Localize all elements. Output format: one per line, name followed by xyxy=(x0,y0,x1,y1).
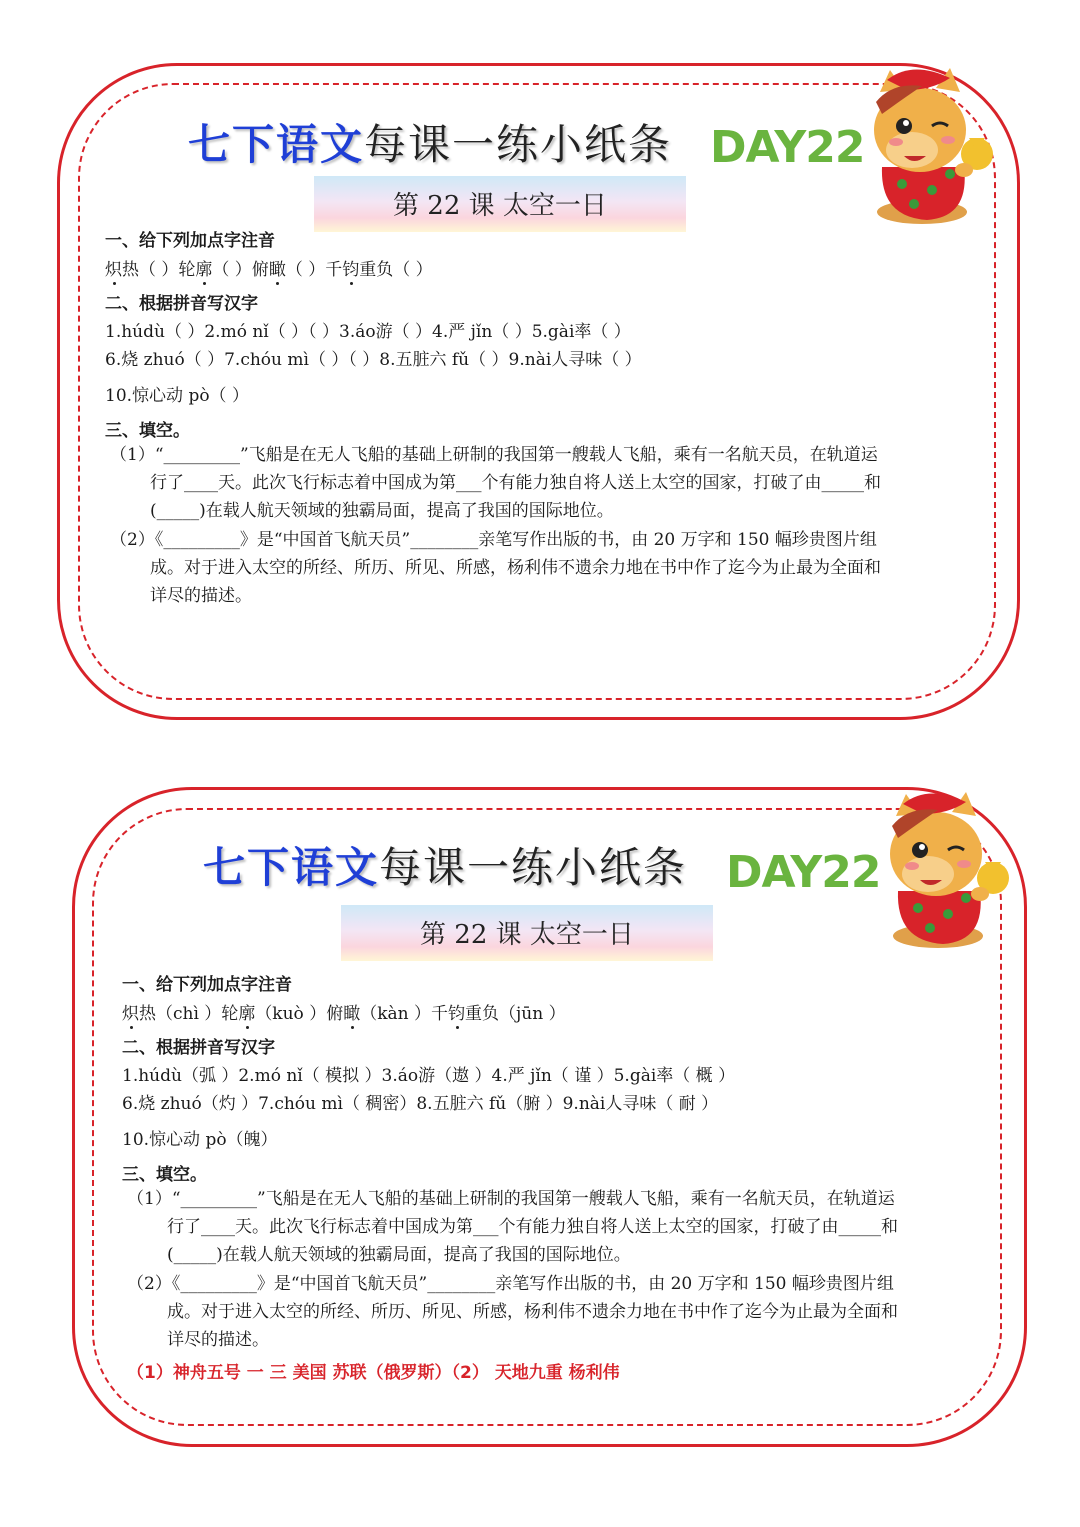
fill-question-2: （2）《_________》是“中国首飞航天员”________亲笔写作出版的书，由 20 万字和 150 幅珍贵图片组 成。对于进入太空的所经、所历、所见、所感，杨利伟不遗余力地在书中作了迄今为止最为全面和 详尽的描述。 xyxy=(110,530,881,606)
section-2-line-2: 6.烧 zhuó（ ）7.chóu mì（ ）（ ）8.五脏六 fǔ（ ）9.nài人寻味（ ） xyxy=(105,350,642,370)
section-2-line-3: 10.惊心动 pò（ ） xyxy=(105,386,249,406)
section-3-heading: 三、填空。 xyxy=(105,421,190,441)
day-label: DAY22 xyxy=(710,122,865,173)
section-3-heading: 三、填空。 xyxy=(122,1165,207,1185)
section-2-line-1: 1.húdù（弧 ）2.mó nǐ（ 模拟 ）3.áo游（遨 ）4.严 jǐn（ 谨 ）5.gài率（ 概 ） xyxy=(122,1066,736,1086)
day-label: DAY22 xyxy=(726,847,881,898)
section-2-line-3: 10.惊心动 pò（魄） xyxy=(122,1130,278,1150)
page-title: 七下语文每课一练小纸条 xyxy=(203,843,688,892)
section-2-line-2: 6.烧 zhuó（灼 ）7.chóu mì（ 稠密）8.五脏六 fǔ（腑 ）9.nài人寻味（ 耐 ） xyxy=(122,1094,719,1114)
page-title: 七下语文每课一练小纸条 xyxy=(188,120,673,169)
section-1-heading: 一、给下列加点字注音 xyxy=(105,231,275,251)
section-1-question-line: 炽热（ ）轮廓（ ）俯瞰（ ）千钧重负（ ） xyxy=(105,260,433,280)
fill-question-1: （1）“_________”飞船是在无人飞船的基础上研制的我国第一艘载人飞船，乘有一名航天员，在轨道运 行了____天。此次飞行标志着中国成为第___个有能力独自将人送上太空的国家，打破了由_____和 (_____)在载人航天领域的独霸局面，提高了我国的国际地位。 xyxy=(127,1189,898,1265)
fill-question-2: （2）《_________》是“中国首飞航天员”________亲笔写作出版的书，由 20 万字和 150 幅珍贵图片组 成。对于进入太空的所经、所历、所见、所感，杨利伟不遗余力地在书中作了迄今为止最为全面和 详尽的描述。 xyxy=(127,1274,898,1350)
lesson-title: 第 22 课 太空一日 xyxy=(314,176,686,232)
lesson-title: 第 22 课 太空一日 xyxy=(341,905,713,961)
answer-key-line: （1）神舟五号 一 三 美国 苏联（俄罗斯）（2） 天地九重 杨利伟 xyxy=(127,1363,620,1383)
section-1-heading: 一、给下列加点字注音 xyxy=(122,975,292,995)
section-2-heading: 二、根据拼音写汉字 xyxy=(105,294,258,314)
horse-mascot-icon xyxy=(868,786,1018,956)
fill-question-1: （1）“_________”飞船是在无人飞船的基础上研制的我国第一艘载人飞船，乘有一名航天员，在轨道运 行了____天。此次飞行标志着中国成为第___个有能力独自将人送上太空的国家，打破了由_____和 (_____)在载人航天领域的独霸局面，提高了我国的国际地位。 xyxy=(110,445,881,521)
section-2-heading: 二、根据拼音写汉字 xyxy=(122,1038,275,1058)
section-2-line-1: 1.húdù（ ）2.mó nǐ（ ）（ ）3.áo游（ ）4.严 jǐn（ ）5.gài率（ ） xyxy=(105,322,631,342)
section-1-answer-line: 炽热（chì ）轮廓（kuò ）俯瞰（kàn ）千钧重负（jūn ） xyxy=(122,1004,566,1024)
